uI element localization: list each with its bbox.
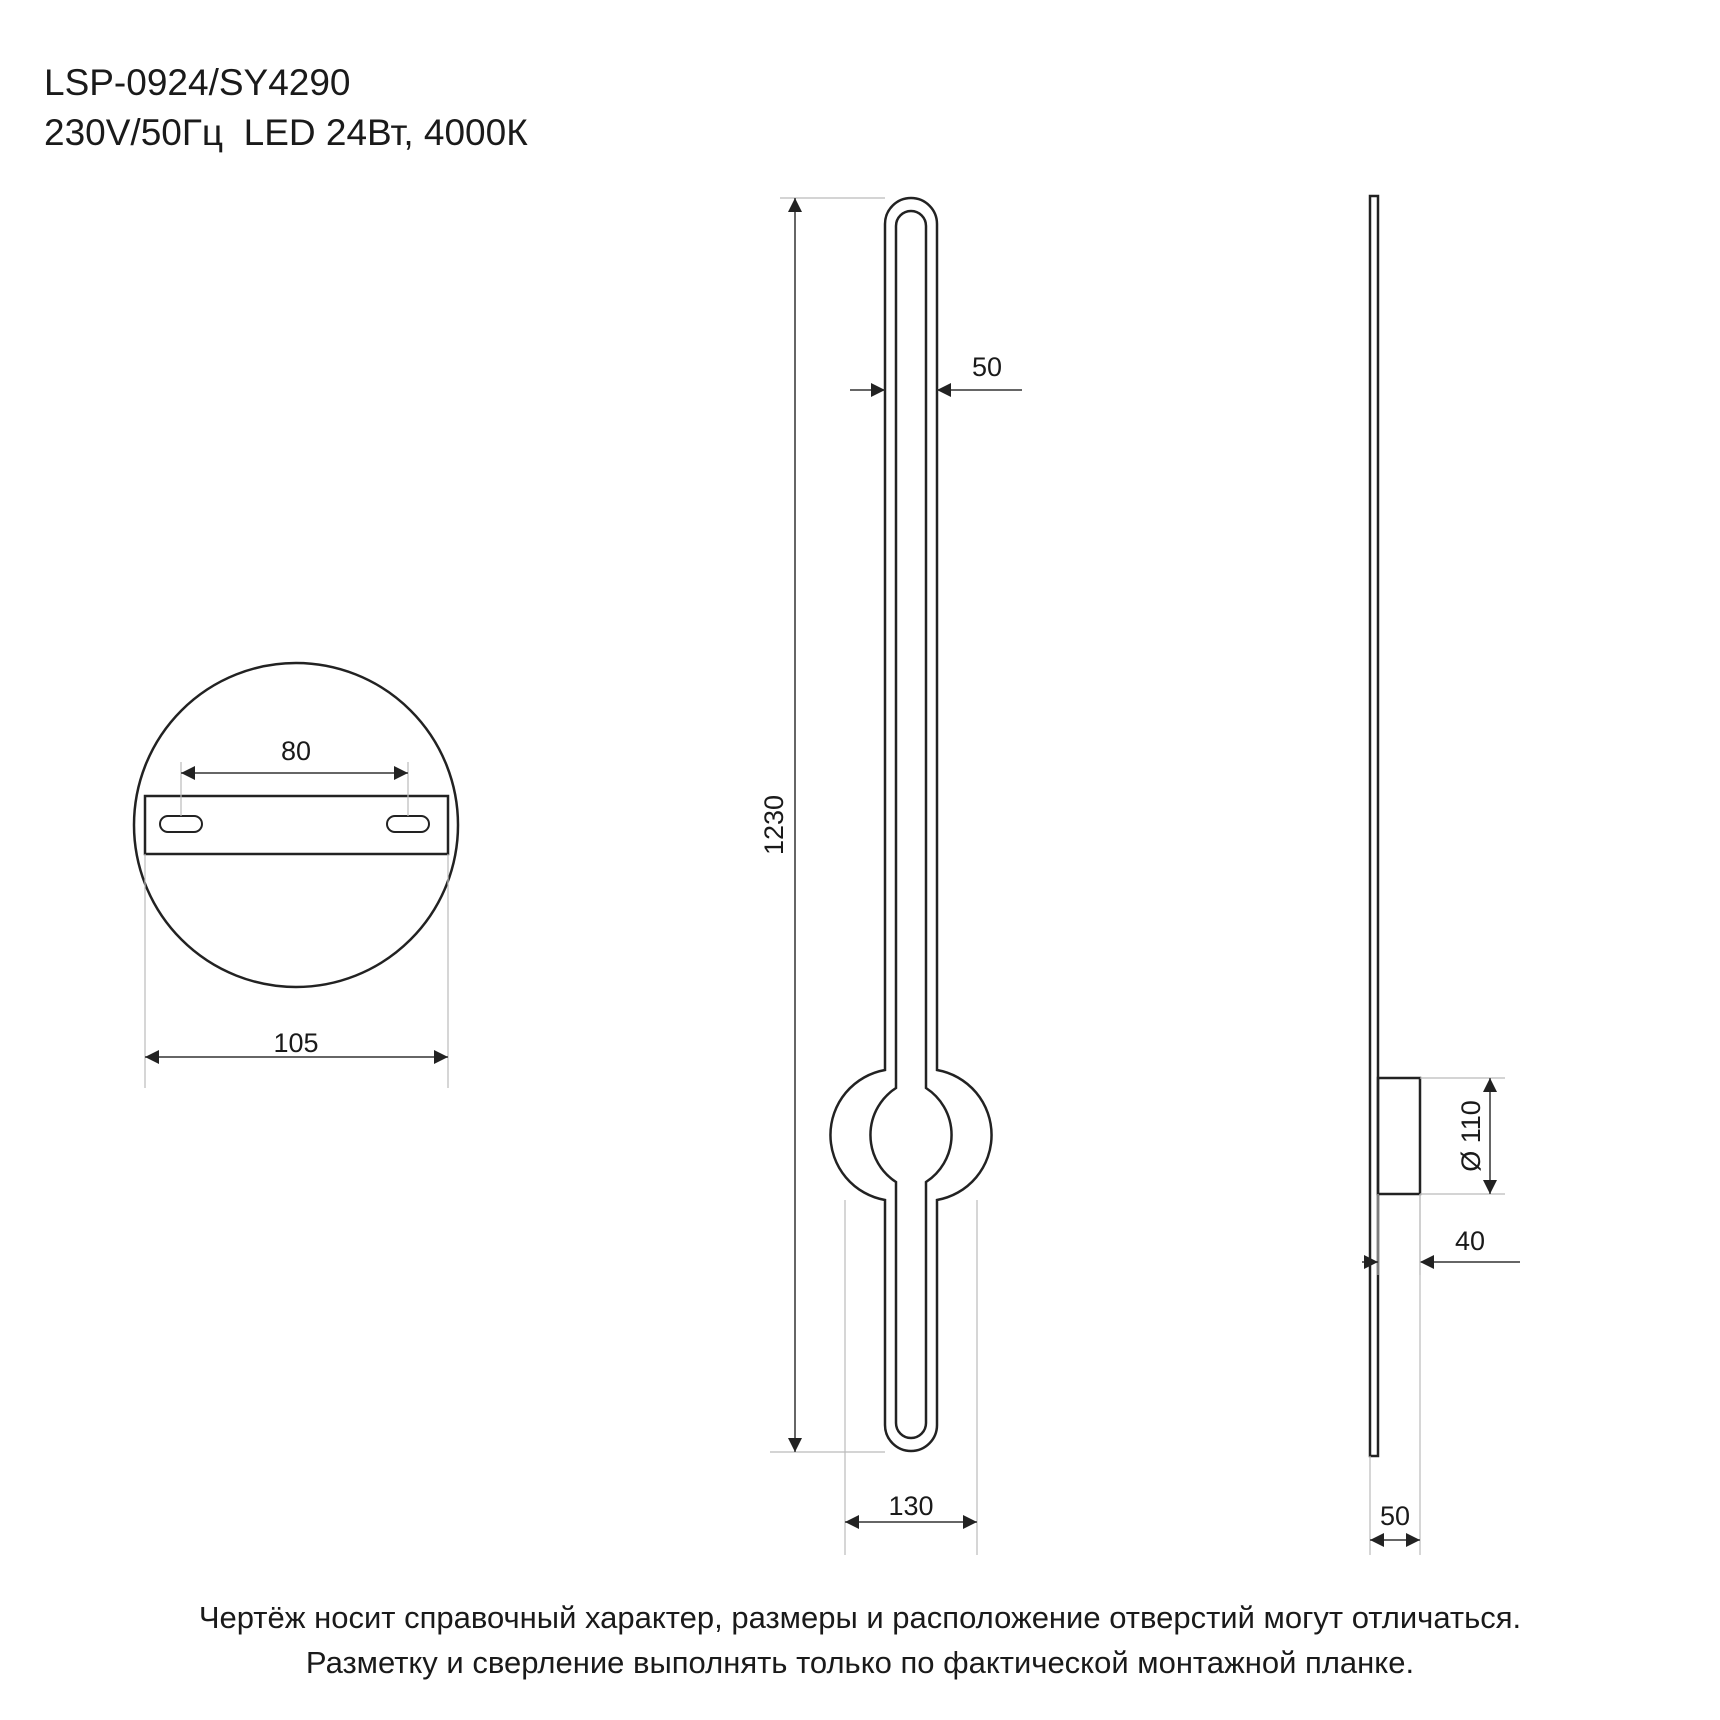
plate-diameter-label: 105	[273, 1028, 319, 1058]
bar-width-label: 50	[971, 352, 1003, 382]
lamp-outline-inner	[870, 211, 951, 1438]
disclaimer	[0, 1595, 1720, 1685]
profile-depth-label: 50	[1379, 1501, 1411, 1531]
slot-spacing-label: 80	[280, 736, 312, 766]
front-view	[759, 198, 1022, 1555]
mounting-plate-view	[134, 663, 458, 1088]
height-label: 1230	[759, 794, 789, 856]
disclaimer-line-1: Чертёж носит справочный характер, размеры и расположение отверстий могут отличаться.	[198, 1600, 1522, 1635]
mounting-slot-right	[387, 816, 429, 832]
lamp-outline-outer	[830, 198, 991, 1451]
base-depth-label: 40	[1454, 1226, 1486, 1256]
body-width-label: 130	[888, 1491, 934, 1521]
side-view	[1362, 196, 1520, 1555]
model-number: LSP-0924/SY4290	[44, 62, 351, 103]
side-profile-bar	[1370, 196, 1378, 1456]
disclaimer-line-2: Разметку и сверление выполнять только по фактической монтажной планке.	[305, 1645, 1415, 1680]
side-base-block	[1378, 1078, 1420, 1194]
base-plate-outline	[134, 663, 458, 987]
mounting-slot-left	[160, 816, 202, 832]
mounting-bracket	[145, 796, 448, 854]
base-diameter-label: Ø 110	[1456, 1100, 1486, 1172]
electrical-specs: 230V/50Гц LED 24Вт, 4000К	[44, 112, 528, 153]
